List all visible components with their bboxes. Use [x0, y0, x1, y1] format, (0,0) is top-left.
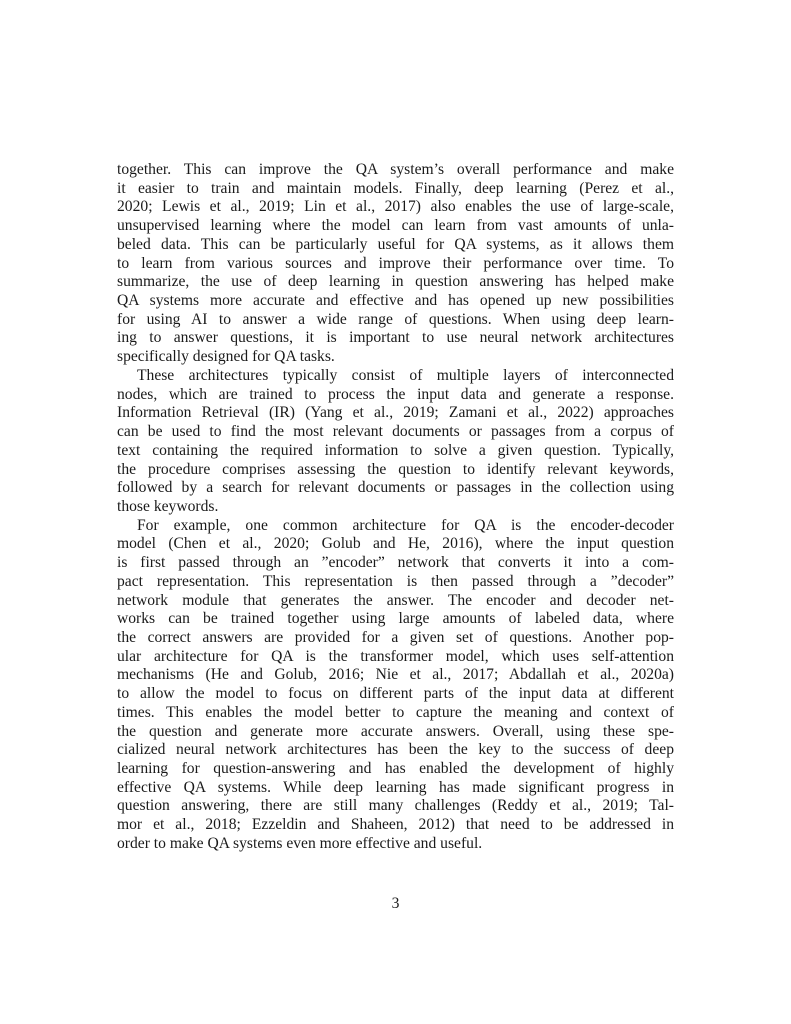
text-line: question answering, there are still many challenges (Reddy et al., 2019; Tal-	[117, 797, 674, 815]
body-text	[117, 161, 674, 854]
text-line: followed by a search for relevant documents or passages in the collection using	[117, 479, 674, 497]
text-line: the procedure comprises assessing the question to identify relevant keywords,	[117, 460, 674, 478]
text-line: beled data. This can be particularly useful for QA systems, as it allows them	[117, 235, 674, 253]
text-line: unsupervised learning where the model can learn from vast amounts of unla-	[117, 217, 674, 235]
text-line: network module that generates the answer. The encoder and decoder net-	[117, 591, 674, 609]
text-line: These architectures typically consist of multiple layers of interconnected	[137, 366, 674, 384]
text-line: ing to answer questions, it is important to use neural network architectures	[117, 329, 674, 347]
text-line: those keywords.	[117, 497, 219, 515]
text-line: specifically designed for QA tasks.	[117, 348, 335, 366]
text-line: for using AI to answer a wide range of questions. When using deep learn-	[117, 310, 674, 328]
text-line: For example, one common architecture for QA is the encoder-decoder	[137, 516, 674, 534]
paragraph	[117, 367, 674, 517]
text-line: Information Retrieval (IR) (Yang et al., 2019; Zamani et al., 2022) approaches	[117, 404, 674, 422]
text-line: model (Chen et al., 2020; Golub and He, 2016), where the input question	[117, 535, 674, 553]
text-line: ular architecture for QA is the transformer model, which uses self-attention	[117, 647, 674, 665]
text-line: QA systems more accurate and effective and has opened up new possibilities	[117, 292, 674, 310]
text-line: 2020; Lewis et al., 2019; Lin et al., 2017) also enables the use of large-scale,	[117, 198, 674, 216]
text-line: text containing the required information to solve a given question. Typically,	[117, 441, 674, 459]
text-line: summarize, the use of deep learning in question answering has helped make	[117, 273, 674, 291]
text-line: works can be trained together using large amounts of labeled data, where	[117, 610, 674, 628]
text-line: to learn from various sources and improve their performance over time. To	[117, 254, 674, 272]
text-line: is first passed through an ”encoder” network that converts it into a com-	[117, 554, 674, 572]
text-line: learning for question-answering and has enabled the development of highly	[117, 760, 674, 777]
paragraph	[117, 517, 674, 854]
paragraph	[117, 161, 674, 367]
text-line: mor et al., 2018; Ezzeldin and Shaheen, 2012) that need to be addressed in	[117, 816, 674, 834]
text-line: can be used to find the most relevant documents or passages from a corpus of	[117, 423, 674, 441]
text-line: nodes, which are trained to process the input data and generate a response.	[117, 385, 674, 403]
text-line: cialized neural network architectures has been the key to the success of deep	[117, 741, 674, 759]
page-number: 3	[391, 895, 400, 912]
text-line: mechanisms (He and Golub, 2016; Nie et al., 2017; Abdallah et al., 2020a)	[117, 666, 674, 684]
text-line: to allow the model to focus on different parts of the input data at different	[117, 685, 674, 703]
text-line: together. This can improve the QA system’s overall performance and make	[117, 161, 674, 178]
text-line: the correct answers are provided for a given set of questions. Another pop-	[117, 628, 674, 646]
text-line: the question and generate more accurate answers. Overall, using these spe-	[117, 722, 674, 740]
text-line: effective QA systems. While deep learning has made significant progress in	[117, 778, 674, 796]
text-line: pact representation. This representation is then passed through a ”decoder”	[117, 572, 674, 590]
text-line: order to make QA systems even more effective and useful.	[117, 834, 483, 852]
text-line: it easier to train and maintain models. Finally, deep learning (Perez et al.,	[117, 179, 674, 197]
text-line: times. This enables the model better to capture the meaning and context of	[117, 703, 674, 721]
